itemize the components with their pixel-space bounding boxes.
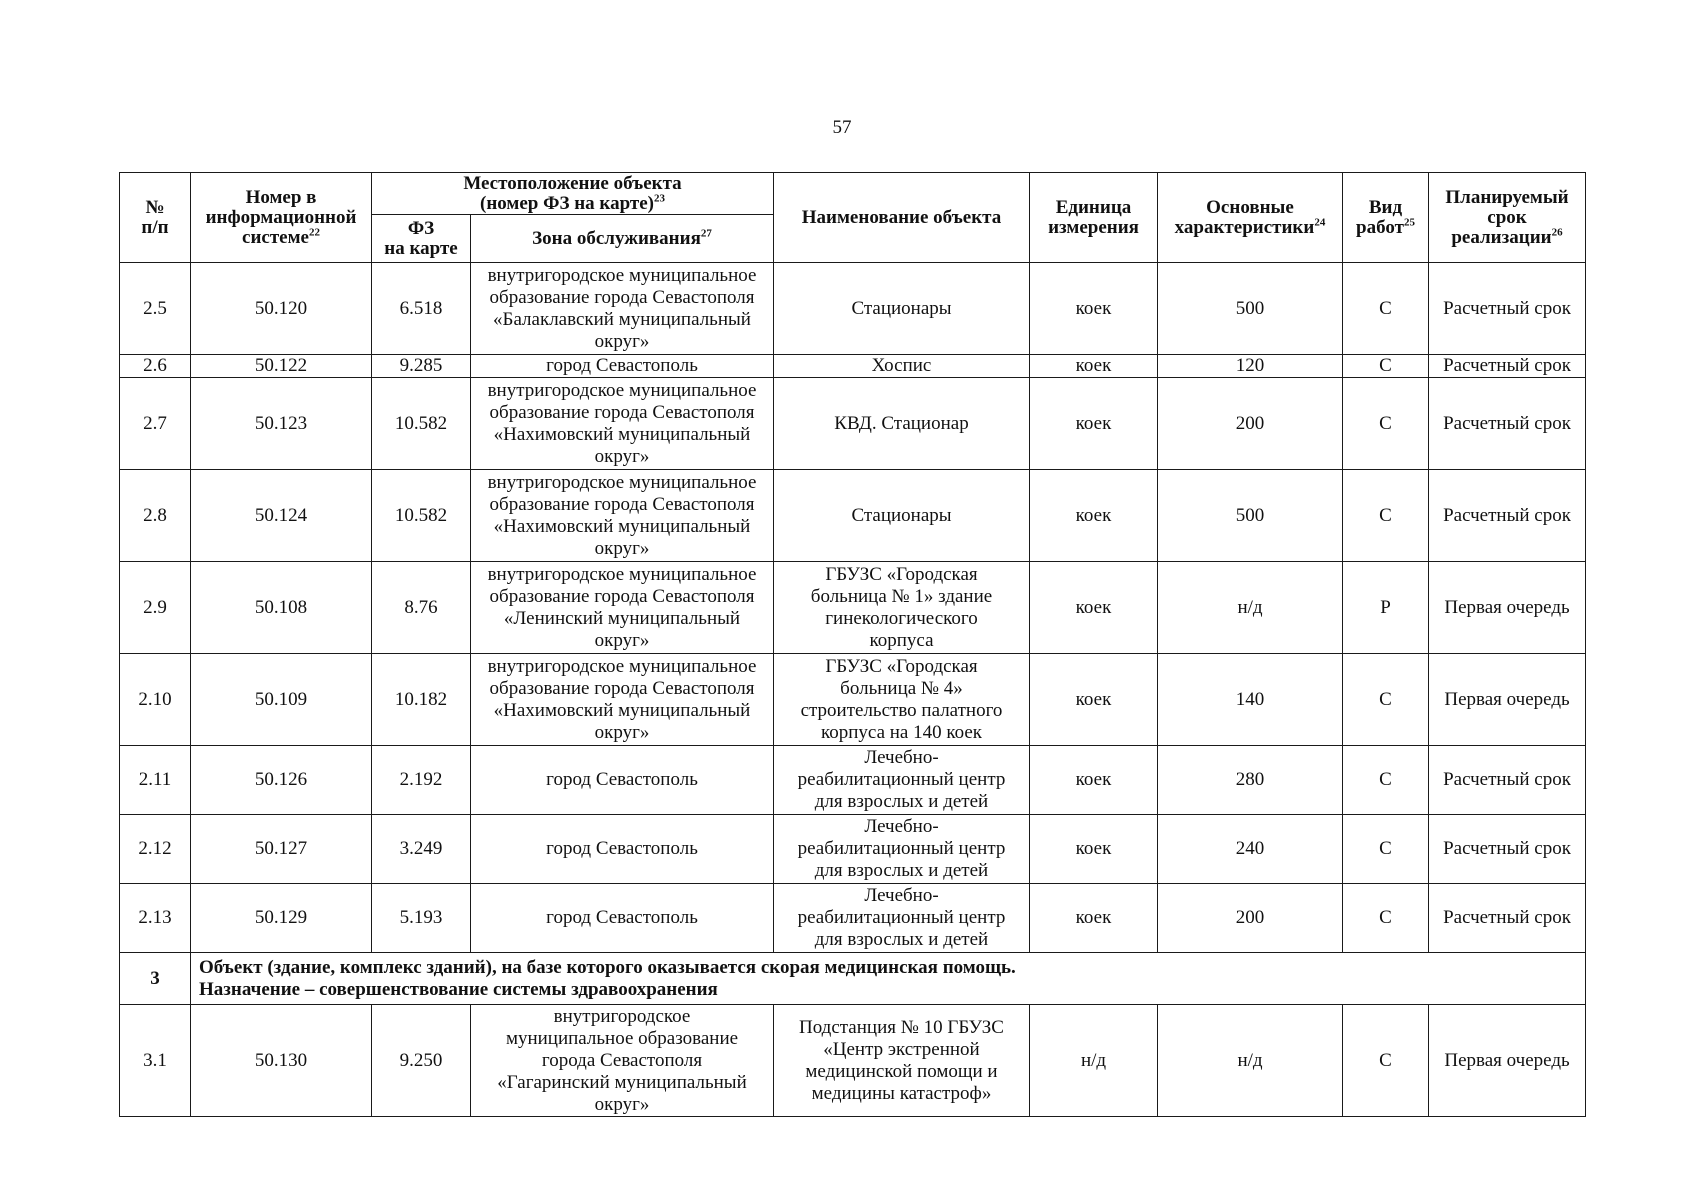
cell-info-number: 50.130 bbox=[191, 1005, 372, 1117]
col-header-unit: Единица измерения bbox=[1030, 173, 1158, 263]
cell-num: 3.1 bbox=[120, 1005, 191, 1117]
table-row bbox=[120, 654, 1586, 746]
cell-fz: 8.76 bbox=[372, 562, 471, 654]
cell-zone: внутригородское муниципальное образование города Севастополя «Гагаринский муниципальный округ» bbox=[471, 1005, 774, 1117]
cell-info-number: 50.109 bbox=[191, 654, 372, 746]
cell-name: Лечебно- реабилитационный центр для взрослых и детей bbox=[774, 746, 1030, 815]
col-header-name: Наименование объекта bbox=[774, 173, 1030, 263]
cell-chars: 120 bbox=[1158, 355, 1343, 378]
cell-zone: город Севастополь bbox=[471, 884, 774, 953]
cell-zone: внутригородское муниципальное образование города Севастополя «Балаклавский муниципальный округ» bbox=[471, 263, 774, 355]
cell-info-number: 50.123 bbox=[191, 378, 372, 470]
cell-chars: н/д bbox=[1158, 562, 1343, 654]
table-row bbox=[120, 815, 1586, 884]
cell-zone: внутригородское муниципальное образование города Севастополя «Нахимовский муниципальный округ» bbox=[471, 470, 774, 562]
cell-info-number: 50.122 bbox=[191, 355, 372, 378]
cell-info-number: 50.126 bbox=[191, 746, 372, 815]
cell-unit: коек bbox=[1030, 378, 1158, 470]
cell-term: Расчетный срок bbox=[1429, 378, 1586, 470]
section-number: 3 bbox=[120, 953, 191, 1005]
cell-fz: 2.192 bbox=[372, 746, 471, 815]
col-header-work: Вид работ$^{25}$ bbox=[1343, 173, 1429, 263]
cell-unit: коек bbox=[1030, 355, 1158, 378]
col-header-num: № п/п bbox=[120, 173, 191, 263]
cell-unit: коек bbox=[1030, 263, 1158, 355]
cell-num: 2.12 bbox=[120, 815, 191, 884]
cell-fz: 9.250 bbox=[372, 1005, 471, 1117]
cell-fz: 9.285 bbox=[372, 355, 471, 378]
cell-work: С bbox=[1343, 1005, 1429, 1117]
cell-info-number: 50.108 bbox=[191, 562, 372, 654]
table-row bbox=[120, 562, 1586, 654]
cell-term: Расчетный срок bbox=[1429, 815, 1586, 884]
cell-chars: 240 bbox=[1158, 815, 1343, 884]
table-row bbox=[120, 263, 1586, 355]
cell-chars: 200 bbox=[1158, 378, 1343, 470]
page-number: 57 bbox=[832, 117, 852, 138]
cell-info-number: 50.129 bbox=[191, 884, 372, 953]
cell-term: Первая очередь bbox=[1429, 1005, 1586, 1117]
cell-name: Стационары bbox=[774, 470, 1030, 562]
cell-num: 2.6 bbox=[120, 355, 191, 378]
cell-unit: коек bbox=[1030, 746, 1158, 815]
cell-unit: н/д bbox=[1030, 1005, 1158, 1117]
cell-term: Расчетный срок bbox=[1429, 355, 1586, 378]
cell-info-number: 50.127 bbox=[191, 815, 372, 884]
cell-chars: 500 bbox=[1158, 470, 1343, 562]
cell-unit: коек bbox=[1030, 884, 1158, 953]
cell-num: 2.9 bbox=[120, 562, 191, 654]
cell-work: С bbox=[1343, 263, 1429, 355]
col-header-location: Местоположение объекта (номер ФЗ на карте)$^{23}$ bbox=[372, 173, 774, 215]
cell-work: С bbox=[1343, 378, 1429, 470]
col-header-term: Планируемый срок реализации$^{26}$ bbox=[1429, 173, 1586, 263]
cell-info-number: 50.120 bbox=[191, 263, 372, 355]
section-title: Объект (здание, комплекс зданий), на базе которого оказывается скорая медицинская помощь. Назначение – совершенствование системы здравоохранения bbox=[191, 953, 1586, 1005]
cell-name: ГБУЗС «Городская больница № 4» строительство палатного корпуса на 140 коек bbox=[774, 654, 1030, 746]
cell-chars: 140 bbox=[1158, 654, 1343, 746]
col-header-fz: ФЗ на карте bbox=[372, 215, 471, 263]
cell-name: ГБУЗС «Городская больница № 1» здание гинекологического корпуса bbox=[774, 562, 1030, 654]
table-row bbox=[120, 355, 1586, 378]
col-header-chars: Основные характеристики$^{24}$ bbox=[1158, 173, 1343, 263]
cell-fz: 5.193 bbox=[372, 884, 471, 953]
cell-unit: коек bbox=[1030, 562, 1158, 654]
cell-zone: внутригородское муниципальное образование города Севастополя «Нахимовский муниципальный округ» bbox=[471, 378, 774, 470]
cell-zone: внутригородское муниципальное образование города Севастополя «Нахимовский муниципальный округ» bbox=[471, 654, 774, 746]
cell-num: 2.8 bbox=[120, 470, 191, 562]
cell-num: 2.10 bbox=[120, 654, 191, 746]
cell-fz: 10.582 bbox=[372, 470, 471, 562]
cell-fz: 10.582 bbox=[372, 378, 471, 470]
cell-info-number: 50.124 bbox=[191, 470, 372, 562]
cell-chars: 200 bbox=[1158, 884, 1343, 953]
table-row bbox=[120, 746, 1586, 815]
cell-fz: 3.249 bbox=[372, 815, 471, 884]
cell-unit: коек bbox=[1030, 654, 1158, 746]
table-row bbox=[120, 884, 1586, 953]
cell-zone: внутригородское муниципальное образование города Севастополя «Ленинский муниципальный округ» bbox=[471, 562, 774, 654]
cell-work: С bbox=[1343, 884, 1429, 953]
cell-term: Расчетный срок bbox=[1429, 884, 1586, 953]
cell-term: Первая очередь bbox=[1429, 562, 1586, 654]
cell-name: Лечебно- реабилитационный центр для взрослых и детей bbox=[774, 815, 1030, 884]
col-header-info-number: Номер в информационной системе$^{22}$ bbox=[191, 173, 372, 263]
cell-zone: город Севастополь bbox=[471, 815, 774, 884]
cell-term: Расчетный срок bbox=[1429, 470, 1586, 562]
table-row bbox=[120, 1005, 1586, 1117]
cell-zone: город Севастополь bbox=[471, 746, 774, 815]
cell-num: 2.7 bbox=[120, 378, 191, 470]
cell-chars: 280 bbox=[1158, 746, 1343, 815]
cell-name: Подстанция № 10 ГБУЗС «Центр экстренной медицинской помощи и медицины катастроф» bbox=[774, 1005, 1030, 1117]
cell-work: С bbox=[1343, 355, 1429, 378]
cell-name: Лечебно- реабилитационный центр для взрослых и детей bbox=[774, 884, 1030, 953]
cell-work: С bbox=[1343, 746, 1429, 815]
objects-table bbox=[119, 172, 1586, 1117]
cell-work: С bbox=[1343, 815, 1429, 884]
cell-work: Р bbox=[1343, 562, 1429, 654]
cell-fz: 6.518 bbox=[372, 263, 471, 355]
header-row-1 bbox=[120, 173, 1586, 215]
cell-term: Расчетный срок bbox=[1429, 746, 1586, 815]
cell-fz: 10.182 bbox=[372, 654, 471, 746]
cell-num: 2.13 bbox=[120, 884, 191, 953]
cell-chars: н/д bbox=[1158, 1005, 1343, 1117]
section-row bbox=[120, 953, 1586, 1005]
cell-unit: коек bbox=[1030, 470, 1158, 562]
table-row bbox=[120, 378, 1586, 470]
col-header-zone: Зона обслуживания$^{27}$ bbox=[471, 215, 774, 263]
cell-num: 2.5 bbox=[120, 263, 191, 355]
cell-name: Стационары bbox=[774, 263, 1030, 355]
cell-chars: 500 bbox=[1158, 263, 1343, 355]
cell-zone: город Севастополь bbox=[471, 355, 774, 378]
cell-num: 2.11 bbox=[120, 746, 191, 815]
cell-unit: коек bbox=[1030, 815, 1158, 884]
cell-term: Первая очередь bbox=[1429, 654, 1586, 746]
table-row bbox=[120, 470, 1586, 562]
cell-name: КВД. Стационар bbox=[774, 378, 1030, 470]
cell-work: С bbox=[1343, 470, 1429, 562]
cell-name: Хоспис bbox=[774, 355, 1030, 378]
cell-work: С bbox=[1343, 654, 1429, 746]
cell-term: Расчетный срок bbox=[1429, 263, 1586, 355]
